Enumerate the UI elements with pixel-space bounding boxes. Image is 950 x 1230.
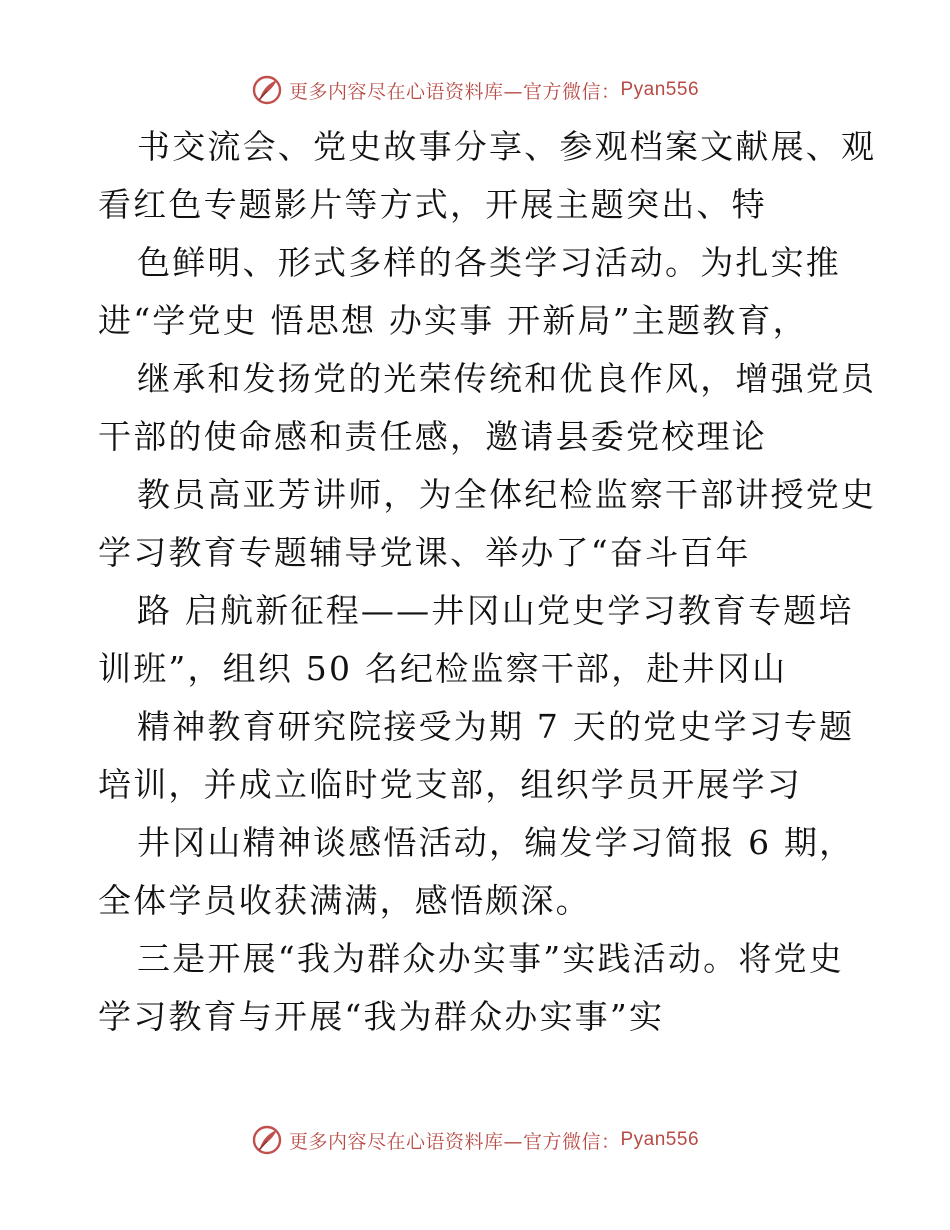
body-line-1: 书交流会、党史故事分享、参观档案文献展、观 bbox=[137, 127, 877, 166]
header-watermark bbox=[0, 72, 950, 108]
body-line-9: 路 启航新征程——井冈山党史学习教育专题培 bbox=[137, 591, 854, 630]
body-line-11: 精神教育研究院接受为期 7 天的党史学习专题 bbox=[137, 707, 855, 746]
body-line-10: 训班”，组织 50 名纪检监察干部，赴井冈山 bbox=[98, 649, 788, 688]
body-line-12: 培训，并成立临时党支部，组织学员开展学习 bbox=[98, 765, 802, 804]
watermark-wechat-id: Pyan556 bbox=[620, 79, 700, 100]
body-line-7: 教员高亚芳讲师，为全体纪检监察干部讲授党史 bbox=[137, 475, 877, 514]
body-line-14: 全体学员收获满满，感悟颇深。 bbox=[98, 881, 591, 920]
watermark-text: 更多内容尽在心语资料库—官方微信： bbox=[288, 1130, 621, 1153]
footer-watermark bbox=[0, 1122, 950, 1158]
body-line-16: 学习教育与开展“我为群众办实事”实 bbox=[98, 997, 665, 1036]
body-line-3: 色鲜明、形式多样的各类学习活动。为扎实推 bbox=[137, 243, 841, 282]
body-line-15: 三是开展“我为群众办实事”实践活动。将党史 bbox=[137, 939, 844, 978]
body-line-8: 学习教育专题辅导党课、举办了“奋斗百年 bbox=[98, 533, 751, 572]
feather-pen-logo-icon bbox=[251, 1124, 283, 1156]
body-line-5: 继承和发扬党的光荣传统和优良作风，增强党员 bbox=[137, 359, 877, 398]
watermark-text: 更多内容尽在心语资料库—官方微信： bbox=[288, 80, 621, 103]
body-line-6: 干部的使命感和责任感，邀请县委党校理论 bbox=[98, 417, 767, 456]
watermark-wechat-id: Pyan556 bbox=[620, 1129, 700, 1150]
body-line-2: 看红色专题影片等方式，开展主题突出、特 bbox=[98, 185, 767, 224]
body-line-4: 进“学党史 悟思想 办实事 开新局”主题教育， bbox=[98, 301, 808, 340]
feather-pen-logo-icon bbox=[251, 74, 283, 106]
body-line-13: 井冈山精神谈感悟活动，编发学习简报 6 期， bbox=[137, 823, 855, 862]
